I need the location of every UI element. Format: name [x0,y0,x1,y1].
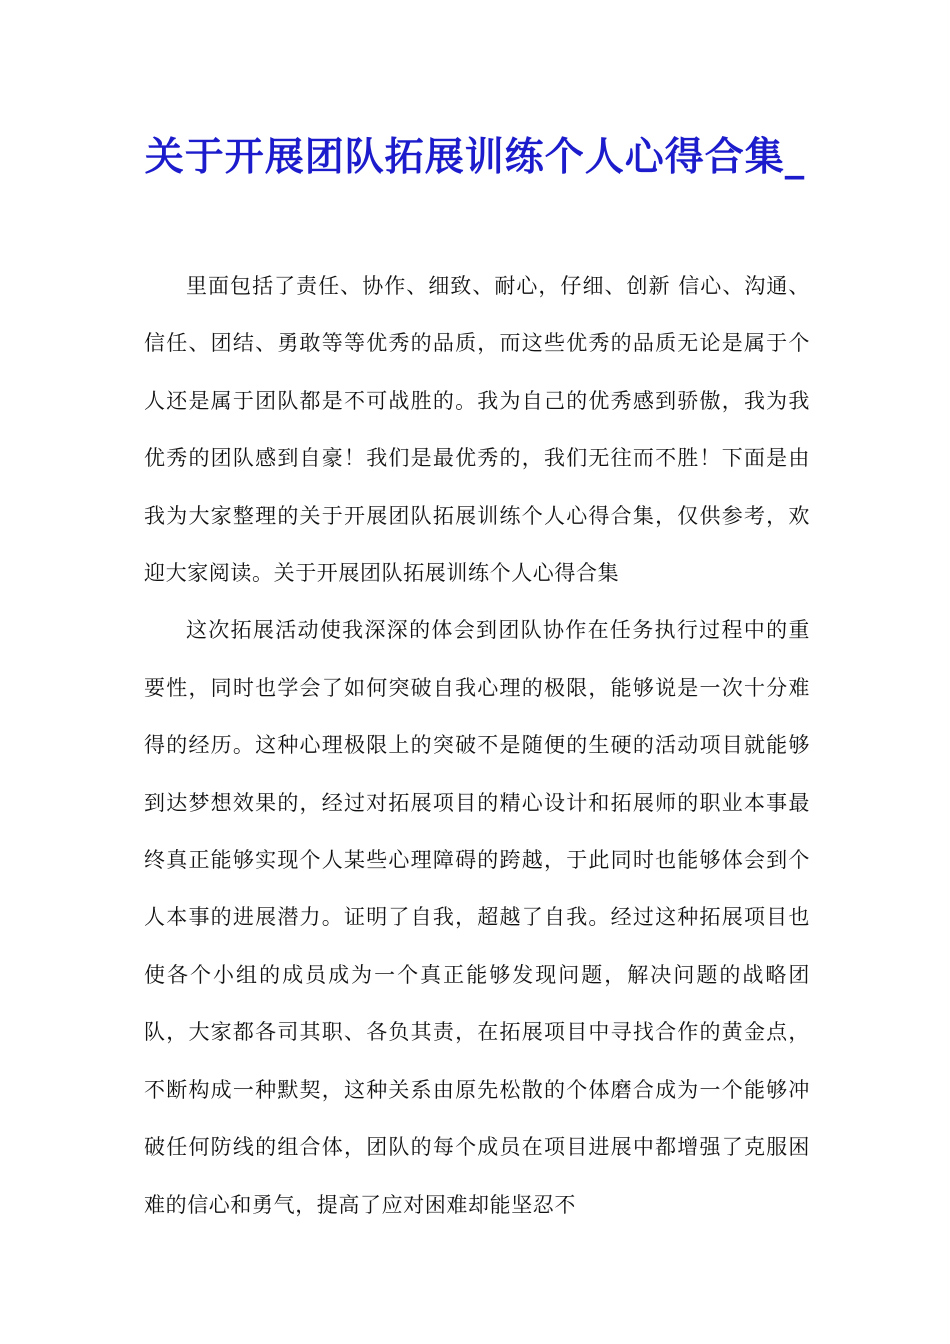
paragraph: 这次拓展活动使我深深的体会到团队协作在任务执行过程中的重要性，同时也学会了如何突破自我心理的极限，能够说是一次十分难得的经历。这种心理极限上的突破不是随便的生硬的活动项目就能够到达梦想效果的，经过对拓展项目的精心设计和拓展师的职业本事最终真正能够实现个人某些心理障碍的跨越，于此同时也能够体会到个人本事的进展潜力。证明了自我，超越了自我。经过这种拓展项目也使各个小组的成员成为一个真正能够发现问题，解决问题的战略团队，大家都各司其职、各负其责，在拓展项目中寻找合作的黄金点，不断构成一种默契，这种关系由原先松散的个体磨合成为一个能够冲破任何防线的组合体，团队的每个成员在项目进展中都增强了克服困难的信心和勇气，提高了应对困难却能坚忍不 [144,618,810,1217]
document-title: 关于开展团队拓展训练个人心得合集_ [144,134,806,180]
document-body [144,258,810,1234]
paragraph: 里面包括了责任、协作、细致、耐心，仔细、创新 信心、沟通、信任、团结、勇敢等等优秀的品质，而这些优秀的品质无论是属于个人还是属于团队都是不可战胜的。我为自己的优秀感到骄傲，我为我优秀的团队感到自豪！我们是最优秀的，我们无往而不胜！下面是由我为大家整理的关于开展团队拓展训练个人心得合集，仅供参考，欢迎大家阅读。关于开展团队拓展训练个人心得合集 [144,274,810,586]
